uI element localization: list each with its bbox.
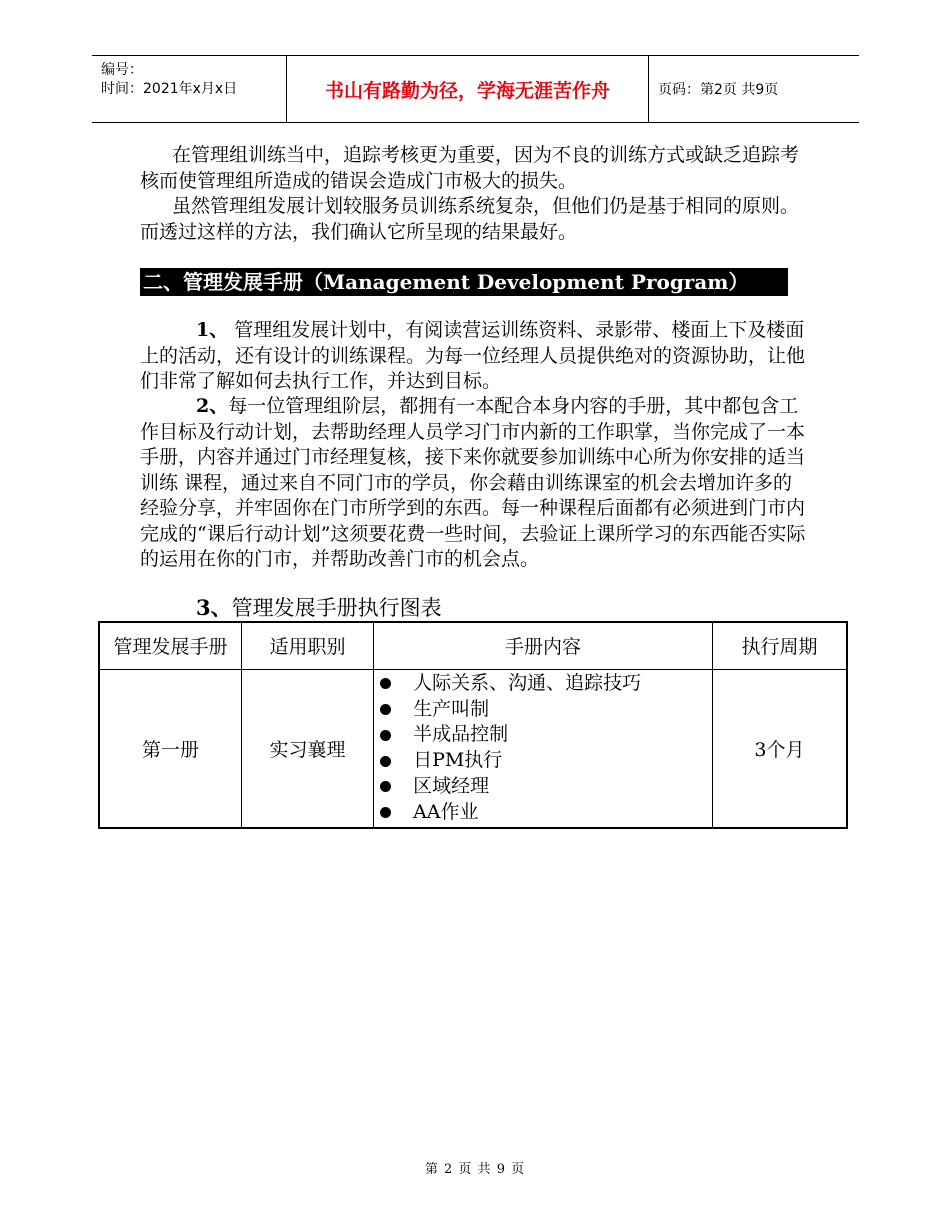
column-header: 手册内容 [374, 622, 713, 669]
list-item: 半成品控制 [380, 722, 712, 748]
table-row [99, 669, 847, 828]
item-number: 2、 [196, 395, 229, 417]
bullet-icon [380, 704, 391, 715]
contents-list [374, 671, 712, 826]
table-caption-text: 管理发展手册执行图表 [231, 596, 442, 620]
bullet-icon [380, 807, 391, 818]
section-heading: 二、管理发展手册（Management Development Program） [140, 268, 788, 296]
contents-cell [374, 669, 713, 828]
period-cell: 3个月 [712, 669, 847, 828]
document-date: 时间：2021年x月x日 [101, 81, 238, 97]
bullet-icon [380, 781, 391, 792]
intro-paragraph-1: 在管理组训练当中，追踪考核更为重要，因为不良的训练方式或缺乏追踪考核而使管理组所造成的错误会造成门市极大的损失。 [140, 144, 800, 192]
book-cell: 第一册 [99, 669, 241, 828]
list-item: AA作业 [380, 800, 712, 826]
intro-paragraph-2: 虽然管理组发展计划较服务员训练系统复杂，但他们仍是基于相同的原则。而透过这样的方法，我们确认它所呈现的结果最好。 [140, 195, 800, 243]
page-header [92, 55, 859, 123]
table-caption [196, 596, 442, 620]
page-footer: 第 2 页 共 9 页 [424, 1162, 526, 1177]
bullet-icon [380, 730, 391, 741]
item-text: 管理组发展计划中，有阅读营运训练资料、录影带、楼面上下及楼面上的活动，还有设计的训练课程。为每一位经理人员提供绝对的资源协助，让他们非常了解如何去执行工作，并达到目标。 [140, 319, 806, 392]
position-cell: 实习襄理 [241, 669, 373, 828]
list-item: 日PM执行 [380, 748, 712, 774]
column-header: 管理发展手册 [99, 622, 241, 669]
item-number: 3、 [196, 595, 232, 620]
document-number-label: 编号： [101, 62, 143, 78]
header-motto: 书山有路勤为径，学海无涯苦作舟 [287, 56, 649, 122]
header-meta [92, 56, 287, 122]
item-2 [140, 394, 810, 573]
bullet-icon [380, 756, 391, 767]
development-plan-table [98, 621, 848, 829]
item-text: 每一位管理组阶层，都拥有一本配合本身内容的手册，其中都包含工作目标及行动计划，去帮助经理人员学习门市内新的工作职掌，当你完成了一本手册，内容并通过门市经理复核，接下来你就要参加训练中心所为你安排的适当训练 课程，通过来自不同门市的学员，你会藉由训练课室的机会去增加许多的经验分享，并牢固你在门市所学到的东西。每一种课程后面都有必须进到门市内完成的“课后行动计划”这须要花费一些时间，去验证上课所学习的东西能否实际的运用在你的门市，并帮助改善门市的机会点。 [140, 395, 806, 570]
list-item: 人际关系、沟通、追踪技巧 [380, 671, 712, 697]
item-number: 1、 [196, 319, 229, 341]
intro-text [140, 143, 810, 245]
header-page-number: 页码：第2页 共9页 [658, 82, 779, 98]
item-1 [140, 318, 810, 395]
list-item: 区域经理 [380, 774, 712, 800]
column-header: 执行周期 [712, 622, 847, 669]
list-item: 生产叫制 [380, 697, 712, 723]
table-header-row [99, 622, 847, 669]
bullet-icon [380, 678, 391, 689]
column-header: 适用职别 [241, 622, 373, 669]
